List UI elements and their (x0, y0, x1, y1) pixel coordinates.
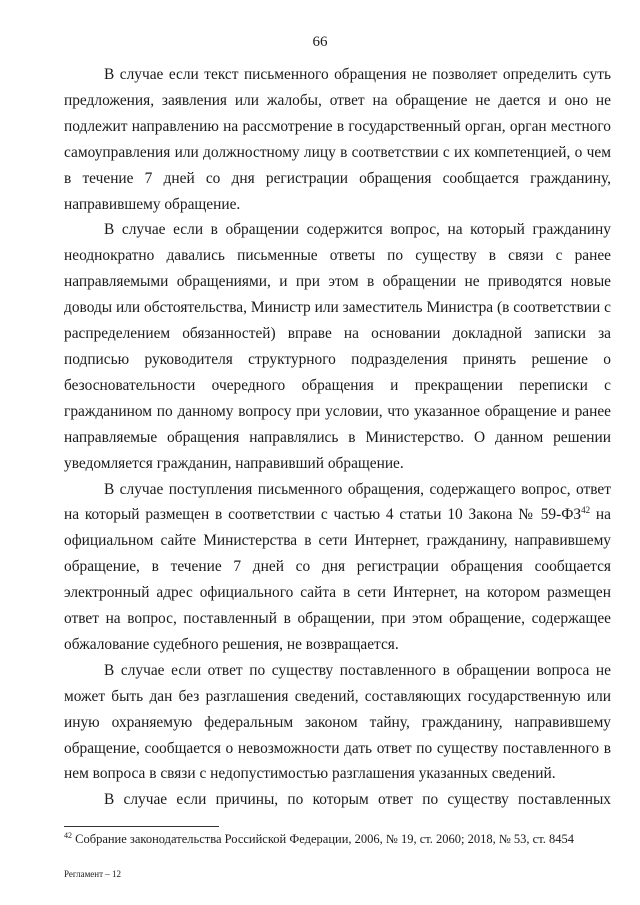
paragraph-2: В случае если в обращении содержится вопрос, на который гражданину неоднократно давались письменные ответы по существу в связи с ранее направляемыми обращениями, и при этом в обращении не приводятся новые доводы или обстоятельства, Министр или заместитель Министра (в соответствии с распределением обязанностей) вправе на основании докладной записки за подписью руководителя структурного подразделения принять решение о безосновательности очередного обращения и прекращении переписки с гражданином по данному вопросу при условии, что указанное обращение и ранее направляемые обращения направлялись в Министерство. О данном решении уведомляется гражданин, направивший обращение. (64, 221, 611, 472)
paragraph-5: В случае если причины, по которым ответ по существу поставленных (104, 791, 611, 809)
footnote (64, 831, 611, 847)
paragraph-1: В случае если текст письменного обращения не позволяет определить суть предложения, заявления или жалобы, ответ на обращение не дается и оно не подлежит направлению на рассмотрение в государственный орган, орган местного самоуправления или должностному лицу в соответствии с их компетенцией, о чем в течение 7 дней со дня регистрации обращения сообщается гражданину, направившему обращение. (64, 66, 611, 213)
paragraph-3 (64, 477, 611, 658)
footnote-reference[interactable]: 42 (581, 505, 591, 516)
footnote-divider (64, 826, 219, 827)
paragraph-3-text-start: В случае поступления письменного обращения, содержащего вопрос, ответ на который размещен в соответствии с частью 4 статьи 10 Закона № 59-ФЗ (64, 480, 611, 524)
body-text (64, 62, 611, 813)
footer-label: Регламент – 12 (64, 869, 122, 879)
footnote-number: 42 (64, 830, 72, 840)
paragraph-4: В случае если ответ по существу поставленного в обращении вопроса не может быть дан без разглашения сведений, составляющих государственную или иную охраняемую федеральным законом тайну, гражданину, направившему обращение, сообщается о невозможности дать ответ по существу поставленного в нем вопроса в связи с недопустимостью разглашения указанных сведений. (64, 661, 611, 783)
footnote-text: Собрание законодательства Российской Федерации, 2006, № 19, ст. 2060; 2018, № 53, ст. 8454 (72, 832, 574, 846)
page-number: 66 (312, 34, 328, 50)
paragraph-3-text-end: на официальном сайте Министерства в сети Интернет, гражданину, направившему обращение, в течение 7 дней со дня регистрации обращения сообщается электронный адрес официального сайта в сети Интернет, на котором размещен ответ на вопрос, поставленный в обращении, при этом обращение, содержащее обжалование судебного решения, не возвращается. (64, 506, 611, 653)
